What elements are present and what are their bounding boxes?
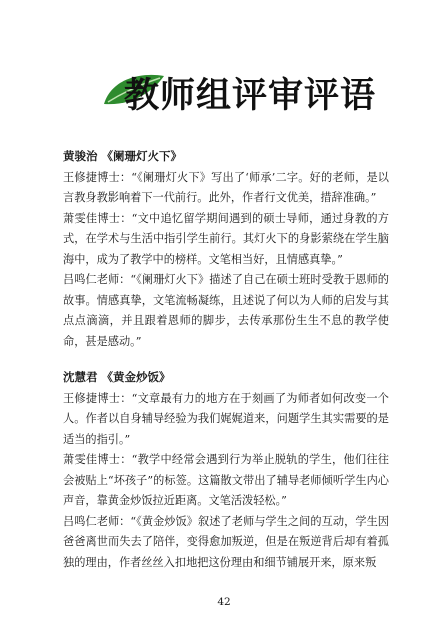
page-title-banner [98,62,377,118]
page-title: 教师组评审评语 [124,76,377,116]
review-section [63,146,389,352]
section-heading: 黄骏治 《阑珊灯火下》 [63,149,183,163]
review-content [63,146,389,573]
page-number: 42 [217,596,231,608]
review-paragraph: 王修捷博士：“《阑珊灯火下》写出了‘师承’二字。好的老师，是以言教身教影响着下一代前行。此外，作者行文优美，措辞准确。” [63,170,389,204]
review-paragraph: 吕鸣仁老师：“《阑珊灯火下》描述了自己在硕士班时受教于恩师的故事。情感真挚，文笔流畅凝练，且述说了何以为人师的启发与其点点滴滴，并且跟着恩师的脚步，去传承那份生生不息的教学使命，甚是感动。” [63,273,389,348]
review-paragraph: 王修捷博士：“文章最有力的地方在于刻画了为师者如何改变一个人。作者以自身辅导经验为我们娓娓道来，问题学生其实需要的是适当的指引。” [63,391,389,446]
review-paragraph: 吕鸣仁老师：“《黄金炒饭》叙述了老师与学生之间的互动，学生因爸爸离世而失去了陪伴，变得愈加叛逆，但是在叛逆背后却有着孤独的理由，作者丝丝入扣地把这份理由和细节铺展开来，原来叛 [63,514,389,569]
review-section [63,367,389,573]
review-paragraph: 萧雯佳博士：“文中追忆留学期间遇到的硕士导师，通过身教的方式，在学术与生活中指引学生前行。其灯火下的身影萦绕在学生脑海中，成为了教学中的榜样。文笔相当好，且情感真挚。” [63,211,389,266]
review-paragraph: 萧雯佳博士：“教学中经常会遇到行为举止脱轨的学生，他们往往会被贴上“坏孩子”的标签。这篇散文带出了辅导老师倾听学生内心声音，靠黄金炒饭拉近距离。文笔活泼轻松。” [63,453,389,507]
section-heading: 沈慧君 《黄金炒饭》 [63,370,171,384]
